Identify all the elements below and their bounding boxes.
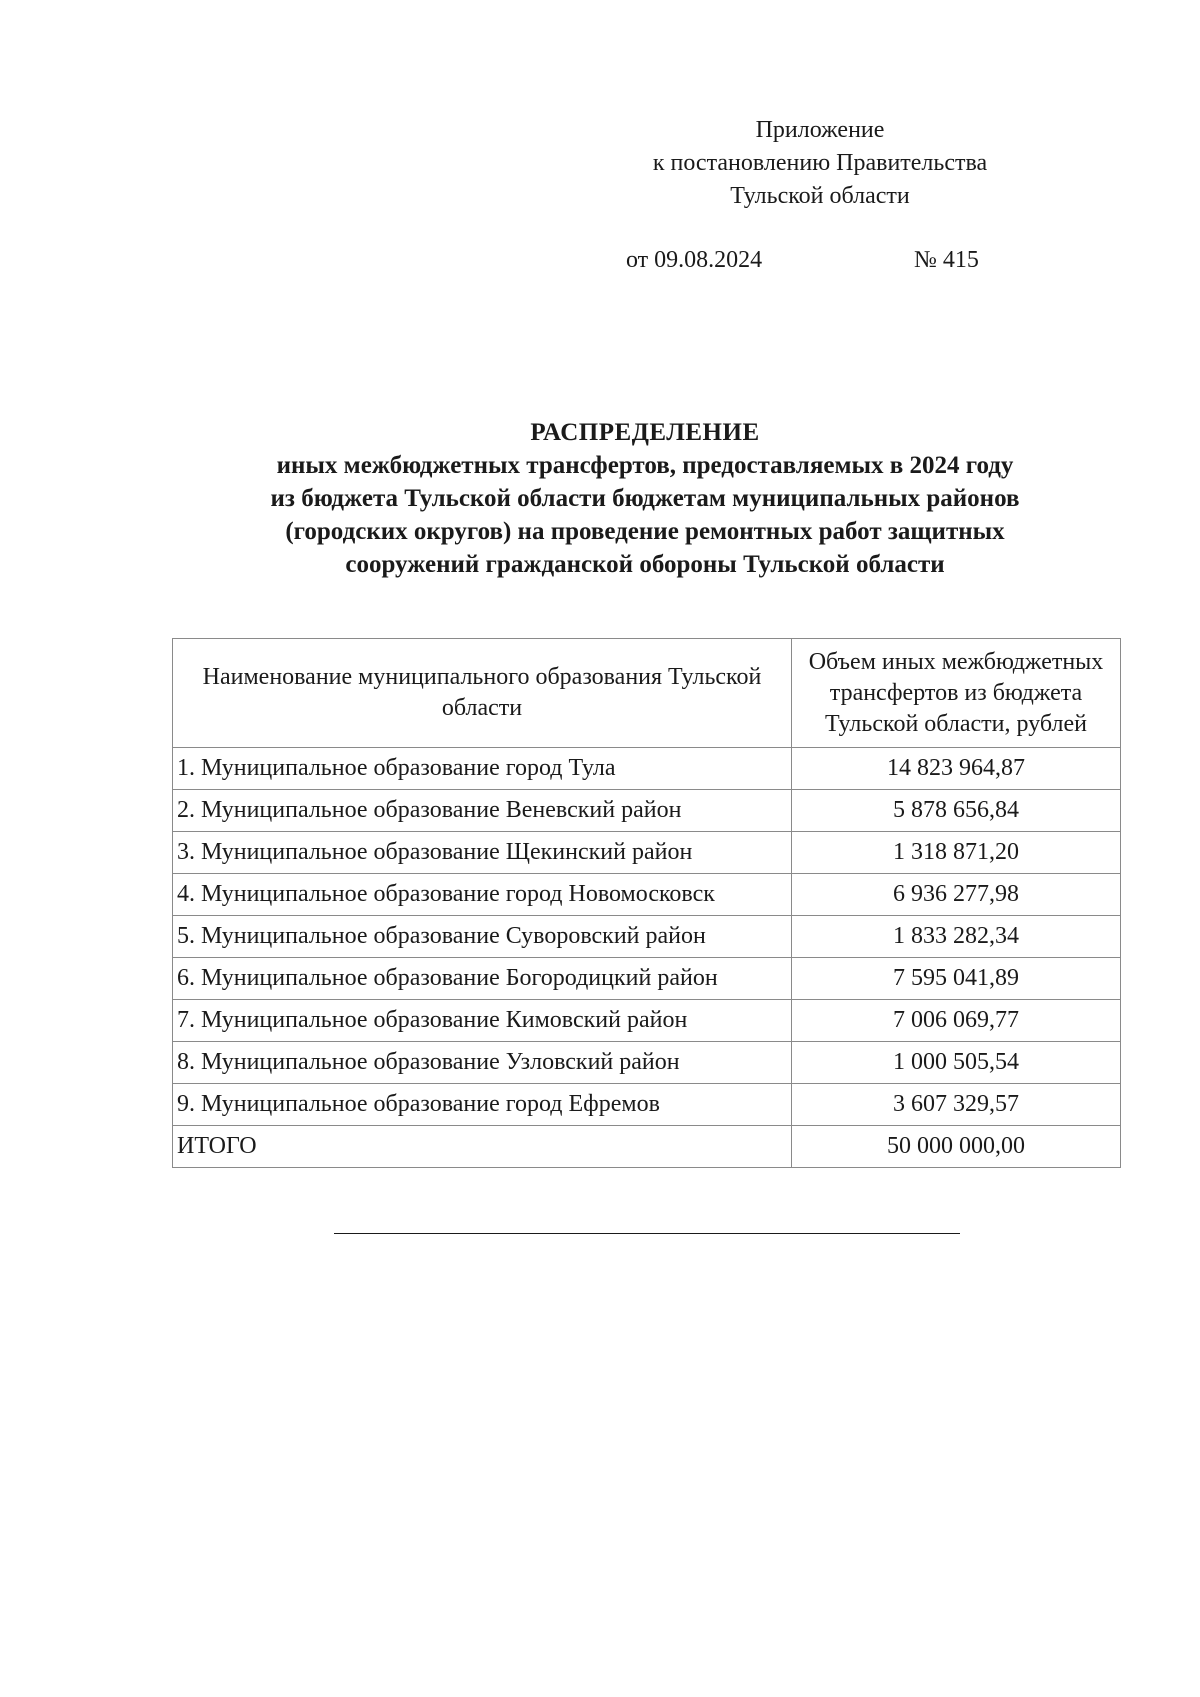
table-row <box>173 832 1121 874</box>
table-row <box>173 1042 1121 1084</box>
title-line: (городских округов) на проведение ремонтных работ защитных <box>285 518 1005 545</box>
transfer-amount: 14 823 964,87 <box>792 748 1121 790</box>
transfer-amount: 7 595 041,89 <box>792 958 1121 1000</box>
table-total-row <box>173 1126 1121 1168</box>
title-heading: РАСПРЕДЕЛЕНИЕ <box>530 419 760 446</box>
distribution-table <box>172 638 1121 1168</box>
total-amount: 50 000 000,00 <box>792 1126 1121 1168</box>
title-line: сооружений гражданской обороны Тульской области <box>345 551 945 578</box>
appendix-region: Тульской области <box>730 183 910 209</box>
table-row <box>173 748 1121 790</box>
transfer-amount: 6 936 277,98 <box>792 874 1121 916</box>
municipality-name: 4. Муниципальное образование город Новомосковск <box>173 874 792 916</box>
resolution-number: № 415 <box>914 247 979 273</box>
appendix-label: Приложение <box>755 117 885 143</box>
municipality-name: 9. Муниципальное образование город Ефремов <box>173 1084 792 1126</box>
table-header-row <box>173 639 1121 748</box>
table-row <box>173 790 1121 832</box>
municipality-name: 2. Муниципальное образование Веневский район <box>173 790 792 832</box>
municipality-name: 7. Муниципальное образование Кимовский район <box>173 1000 792 1042</box>
header-municipality: Наименование муниципального образования Тульской области <box>173 639 792 748</box>
transfer-amount: 1 000 505,54 <box>792 1042 1121 1084</box>
transfer-amount: 3 607 329,57 <box>792 1084 1121 1126</box>
table-row <box>173 916 1121 958</box>
transfer-amount: 7 006 069,77 <box>792 1000 1121 1042</box>
title-line: из бюджета Тульской области бюджетам муниципальных районов <box>270 485 1020 512</box>
municipality-name: 8. Муниципальное образование Узловский район <box>173 1042 792 1084</box>
transfer-amount: 1 833 282,34 <box>792 916 1121 958</box>
table-row <box>173 874 1121 916</box>
total-label: ИТОГО <box>173 1126 792 1168</box>
transfer-amount: 1 318 871,20 <box>792 832 1121 874</box>
table-row <box>173 958 1121 1000</box>
appendix-reference: к постановлению Правительства <box>652 150 988 176</box>
table-row <box>173 1000 1121 1042</box>
end-divider <box>334 1233 960 1234</box>
municipality-name: 1. Муниципальное образование город Тула <box>173 748 792 790</box>
document-title <box>150 416 1140 581</box>
title-line: иных межбюджетных трансфертов, предоставляемых в 2024 году <box>276 452 1014 479</box>
appendix-header <box>620 114 1020 213</box>
municipality-name: 3. Муниципальное образование Щекинский район <box>173 832 792 874</box>
resolution-date: от 09.08.2024 <box>626 247 763 273</box>
header-amount: Объем иных межбюджетных трансфертов из бюджета Тульской области, рублей <box>792 639 1121 748</box>
transfer-amount: 5 878 656,84 <box>792 790 1121 832</box>
table-row <box>173 1084 1121 1126</box>
municipality-name: 6. Муниципальное образование Богородицкий район <box>173 958 792 1000</box>
municipality-name: 5. Муниципальное образование Суворовский район <box>173 916 792 958</box>
